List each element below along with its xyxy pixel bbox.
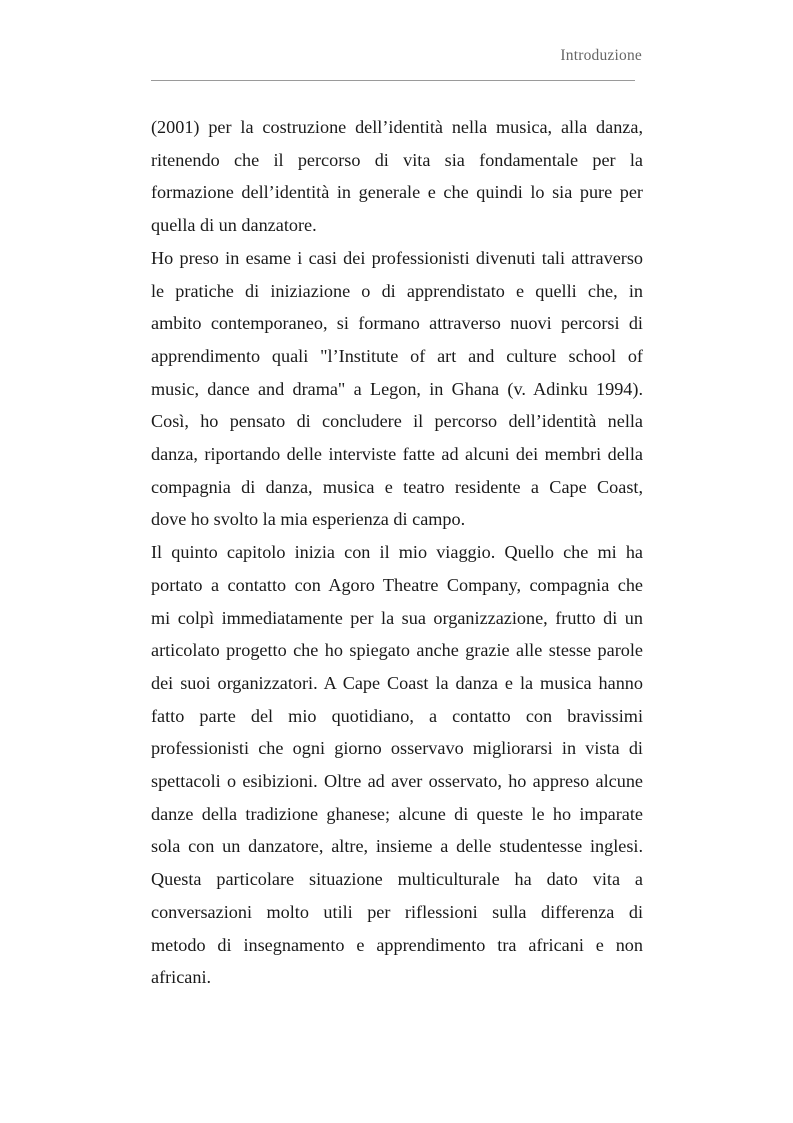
text-line: Il quinto capitolo inizia con il mio viaggio. Quello che mi ha xyxy=(151,542,643,563)
text-line: sola con un danzatore, altre, insieme a delle studentesse inglesi. xyxy=(151,836,643,857)
text-line: conversazioni molto utili per riflessioni sulla differenza di xyxy=(151,901,643,922)
text-line: danza, riportando delle interviste fatte ad alcuni dei membri della xyxy=(151,444,643,465)
text-line: ritenendo che il percorso di vita sia fondamentale per la xyxy=(151,149,643,170)
text-line: apprendimento quali "l’Institute of art and culture school of xyxy=(151,345,643,366)
running-header-title: Introduzione xyxy=(560,47,642,64)
text-line: articolato progetto che ho spiegato anche grazie alle stesse parole xyxy=(151,640,643,661)
text-line: danze della tradizione ghanese; alcune di queste le ho imparate xyxy=(151,803,643,824)
text-line: africani. xyxy=(151,967,212,988)
text-line: (2001) per la costruzione dell’identità nella musica, alla danza, xyxy=(151,117,643,137)
text-line: dei suoi organizzatori. A Cape Coast la danza e la musica hanno xyxy=(151,672,643,693)
header-rule xyxy=(151,80,635,81)
text-line: metodo di insegnamento e apprendimento tra africani e non xyxy=(151,934,643,955)
text-line: le pratiche di iniziazione o di apprendistato e quelli che, in xyxy=(151,280,643,301)
text-line: quella di un danzatore. xyxy=(151,215,317,236)
text-line: Ho preso in esame i casi dei professionisti divenuti tali attraverso xyxy=(151,247,643,268)
body-text xyxy=(151,111,643,994)
text-line: portato a contatto con Agoro Theatre Company, compagnia che xyxy=(151,574,643,595)
text-line: mi colpì immediatamente per la sua organizzazione, frutto di un xyxy=(151,607,643,628)
text-line: dove ho svolto la mia esperienza di campo. xyxy=(151,509,466,530)
text-line: professionisti che ogni giorno osservavo migliorarsi in vista di xyxy=(151,738,643,759)
text-line: compagnia di danza, musica e teatro residente a Cape Coast, xyxy=(151,476,643,497)
text-line: music, dance and drama" a Legon, in Ghana (v. Adinku 1994). xyxy=(151,378,643,399)
text-line: Così, ho pensato di concludere il percorso dell’identità nella xyxy=(151,411,643,432)
text-line: formazione dell’identità in generale e che quindi lo sia pure per xyxy=(151,182,643,203)
text-line: fatto parte del mio quotidiano, a contatto con bravissimi xyxy=(151,705,643,726)
text-line: spettacoli o esibizioni. Oltre ad aver osservato, ho appreso alcune xyxy=(151,771,643,792)
text-line: Questa particolare situazione multiculturale ha dato vita a xyxy=(151,869,643,890)
text-line: ambito contemporaneo, si formano attraverso nuovi percorsi di xyxy=(151,313,643,334)
